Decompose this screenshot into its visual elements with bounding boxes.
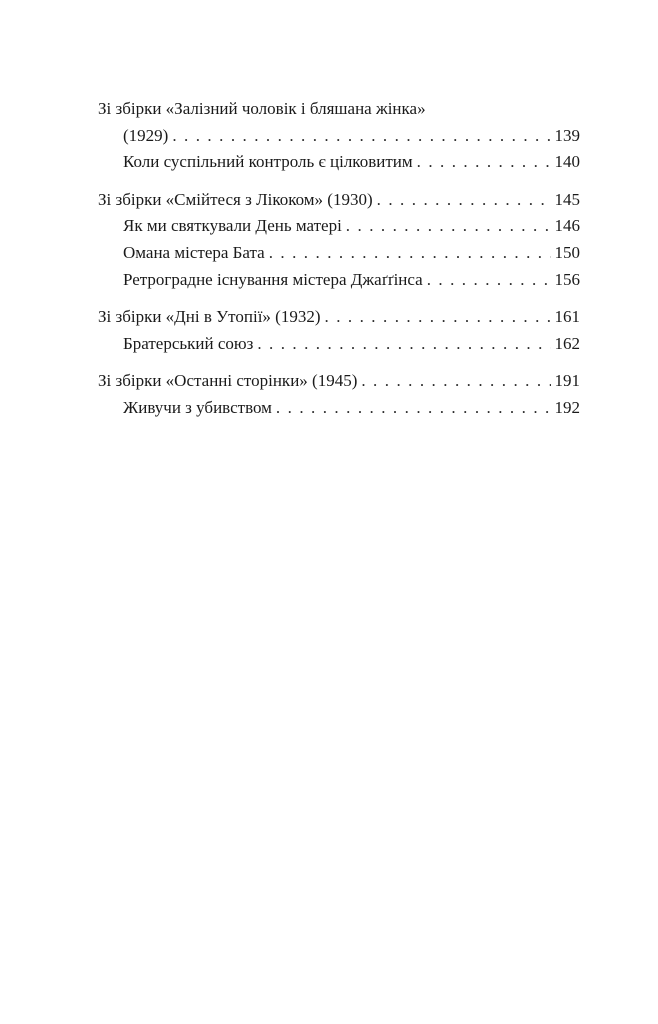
page-number: 139 xyxy=(554,125,580,145)
toc-section-heading: Зі збірки «Дні в Утопії» (1932) xyxy=(98,307,321,327)
toc-section-heading: Зі збірки «Останні сторінки» (1945) xyxy=(98,371,358,391)
page-number: 191 xyxy=(554,371,580,391)
toc-section-heading: Зі збірки «Залізний чоловік і бляшана жінка» xyxy=(98,99,426,118)
dot-leader xyxy=(269,240,551,267)
toc-entry-title: Ретроградне існування містера Джаґґінса xyxy=(123,269,423,289)
page-number: 162 xyxy=(554,333,580,353)
toc-entry-title: Омана містера Бата xyxy=(123,242,265,262)
table-of-contents xyxy=(98,96,580,433)
page-number: 192 xyxy=(554,397,580,417)
page-number: 146 xyxy=(554,216,580,236)
dot-leader xyxy=(377,187,551,214)
dot-leader xyxy=(276,395,551,422)
toc-entry xyxy=(98,267,580,294)
toc-entry xyxy=(98,240,580,267)
toc-section-iron-man xyxy=(98,96,580,176)
toc-section-heading-year: (1929) xyxy=(123,125,169,145)
dot-leader xyxy=(361,368,550,395)
toc-section-heading-line xyxy=(98,187,580,214)
toc-section-utopia xyxy=(98,304,580,357)
dot-leader xyxy=(427,267,551,294)
toc-entry-title: Як ми святкували День матері xyxy=(123,216,342,236)
dot-leader xyxy=(325,304,551,331)
toc-section-heading-line xyxy=(98,368,580,395)
page-number: 156 xyxy=(554,269,580,289)
toc-entry-title: Живучи з убивством xyxy=(123,397,272,417)
page-number: 140 xyxy=(554,152,580,172)
toc-entry xyxy=(98,331,580,358)
toc-entry-title: Братерський союз xyxy=(123,333,254,353)
toc-entry xyxy=(98,149,580,176)
page-number: 145 xyxy=(554,189,580,209)
toc-entry xyxy=(98,213,580,240)
toc-entry xyxy=(98,123,580,150)
page-number: 150 xyxy=(554,242,580,262)
toc-section-laugh-with-leacock xyxy=(98,187,580,293)
toc-entry-title: Коли суспільний контроль є цілковитим xyxy=(123,152,413,172)
toc-section-heading-line xyxy=(98,304,580,331)
toc-entry xyxy=(98,395,580,422)
dot-leader xyxy=(346,213,551,240)
page-number: 161 xyxy=(554,307,580,327)
dot-leader xyxy=(417,149,551,176)
dot-leader xyxy=(172,123,550,150)
dot-leader xyxy=(257,331,550,358)
toc-section-heading: Зі збірки «Смійтеся з Лікоком» (1930) xyxy=(98,189,373,209)
toc-section-last-pages xyxy=(98,368,580,421)
